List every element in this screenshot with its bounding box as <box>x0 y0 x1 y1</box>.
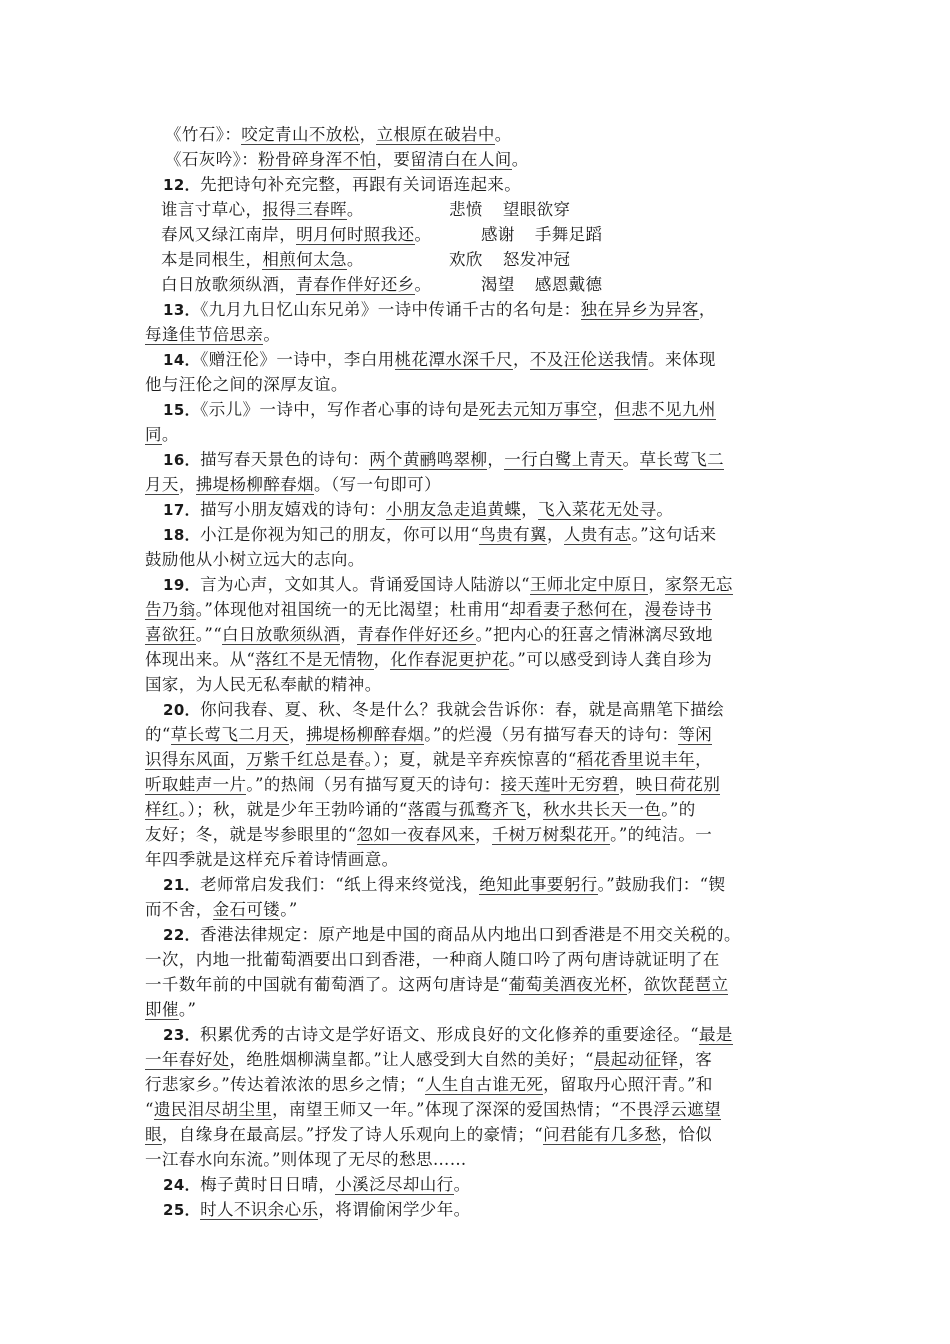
matching-word: 渴望 <box>481 275 515 294</box>
text-line <box>145 347 805 372</box>
underlined-answer: 等闲 <box>678 725 713 744</box>
matching-words <box>481 222 622 247</box>
text-segment: ， <box>373 650 391 669</box>
text-segment: ， <box>526 800 543 819</box>
text-segment: 《赠汪伦》一诗中，李白用 <box>200 350 395 369</box>
question-number: 18． <box>163 526 201 544</box>
text-line <box>145 122 805 147</box>
text-segment: ， <box>648 575 666 594</box>
text-segment: 香港法律规定：原产地是中国的商品从内地出口到香港是不用交关税的。 <box>200 925 741 944</box>
underlined-answer: 小溪泛尽却山行 <box>335 1175 454 1194</box>
text-line <box>145 447 805 472</box>
text-segment: 友好；冬，就是岑参眼里的“ <box>145 825 357 844</box>
underlined-answer: 金石可镂 <box>212 900 281 919</box>
text-segment: ，要 <box>376 150 411 169</box>
text-line <box>145 522 805 547</box>
question-number: 13． <box>163 301 201 319</box>
text-segment: ， <box>178 475 196 494</box>
text-segment: 一江春水向东流。”则体现了无尽的愁思…… <box>145 1150 467 1169</box>
underlined-answer: 鸟贵有翼 <box>479 525 547 544</box>
matching-words <box>449 247 590 272</box>
text-segment: ， <box>695 750 712 769</box>
text-segment: 。 <box>494 125 512 144</box>
underlined-answer: 一年春好处 <box>145 1050 230 1069</box>
text-line <box>145 897 805 922</box>
underlined-answer: 月天 <box>145 475 179 494</box>
text-segment: 行悲家乡。”传达着浓浓的思乡之情；“ <box>145 1075 425 1094</box>
underlined-answer: 接天莲叶无穷碧 <box>500 775 619 794</box>
matching-word: 感恩戴德 <box>534 275 603 294</box>
underlined-answer: 青春作伴好还乡 <box>357 625 476 644</box>
underlined-answer: 即催 <box>145 1000 179 1019</box>
text-line <box>145 197 805 222</box>
matching-word: 欢欣 <box>449 250 483 269</box>
text-line <box>145 747 805 772</box>
underlined-answer: 同 <box>145 425 162 444</box>
text-line <box>145 597 805 622</box>
underlined-answer: 飞入菜花无处寻 <box>538 500 657 519</box>
text-segment: 。 <box>263 325 281 344</box>
underlined-answer: 草长莺飞二月天 <box>170 725 290 744</box>
underlined-answer: 拂堤杨柳醉春烟 <box>195 475 315 494</box>
text-segment: 。”的烂漫（另有描写春天的诗句： <box>424 725 679 744</box>
text-segment: 《竹石》： <box>165 125 242 144</box>
text-line <box>145 1197 805 1222</box>
text-line <box>145 647 805 672</box>
text-line <box>145 1147 805 1172</box>
text-line <box>145 1047 805 1072</box>
text-segment: ， <box>289 725 306 744</box>
matching-word: 怒发冲冠 <box>502 250 571 269</box>
text-segment: ， <box>627 600 645 619</box>
question-number: 24． <box>163 1176 201 1194</box>
underlined-answer: 死去元知万事空 <box>479 400 598 419</box>
question-number: 14． <box>163 351 201 369</box>
text-line <box>145 322 805 347</box>
text-line <box>145 472 805 497</box>
text-segment: 。”的纯洁。一 <box>610 825 713 844</box>
underlined-answer: 眼 <box>145 1125 162 1144</box>
text-segment: 言为心声，文如其人。背诵爱国诗人陆游以“ <box>200 575 531 594</box>
text-line <box>145 972 805 997</box>
text-line <box>145 822 805 847</box>
text-segment: 。”体现他对祖国统一的无比渴望；杜甫用“ <box>195 600 510 619</box>
text-line <box>145 247 805 272</box>
text-segment: 本是同根生， <box>161 250 263 269</box>
underlined-answer: 家祭无忘 <box>665 575 733 594</box>
text-segment: ， <box>359 125 377 144</box>
underlined-answer: 万紫千红总是春 <box>246 750 365 769</box>
matching-word: 望眼欲穿 <box>502 200 571 219</box>
text-line <box>145 497 805 522</box>
text-line <box>145 922 805 947</box>
text-line <box>145 1122 805 1147</box>
text-segment: ， <box>618 775 636 794</box>
underlined-answer: 葡萄美酒夜光杯 <box>508 975 628 994</box>
text-segment: ，客 <box>678 1050 713 1069</box>
text-segment: 白日放歌须纵酒， <box>161 275 297 294</box>
text-segment: 《示儿》一诗中，写作者心事的诗句是 <box>200 400 480 419</box>
question-number: 23． <box>163 1026 201 1044</box>
text-segment: ， <box>521 500 539 519</box>
text-segment: ， <box>627 975 644 994</box>
text-segment: ，留取丹心照汗青。”和 <box>543 1075 713 1094</box>
text-segment: 描写春天景色的诗句： <box>200 450 370 469</box>
text-segment: 《石灰吟》： <box>165 150 259 169</box>
text-segment: 《九月九日忆山东兄弟》一诗中传诵千古的名句是： <box>200 300 581 319</box>
text-segment: 。 <box>622 450 640 469</box>
underlined-answer: 相煎何太急 <box>262 250 347 269</box>
text-segment: 。 <box>656 500 674 519</box>
text-segment: 。 <box>346 250 364 269</box>
text-segment: ，将谓偷闲学少年。 <box>318 1200 471 1219</box>
text-segment: 。” <box>280 900 298 919</box>
text-segment: 而不舍， <box>145 900 213 919</box>
underlined-answer: 化作春泥更护花 <box>390 650 509 669</box>
underlined-answer: 粉骨碎身浑不怕 <box>258 150 377 169</box>
underlined-answer: 不及汪伦送我情 <box>529 350 649 369</box>
text-segment: 春风又绿江南岸， <box>161 225 297 244</box>
text-line <box>145 222 805 247</box>
text-segment: 。（写一句即可） <box>314 475 441 494</box>
text-line <box>145 297 805 322</box>
text-line <box>145 697 805 722</box>
text-segment: 。” <box>178 1000 197 1019</box>
text-line <box>145 947 805 972</box>
underlined-answer: 拂堤杨柳醉春烟 <box>305 725 425 744</box>
text-segment: 。”这句话来 <box>631 525 717 544</box>
question-number: 25． <box>163 1201 201 1219</box>
text-segment: 。”可以感受到诗人龚自珍为 <box>508 650 713 669</box>
underlined-answer: 千树万树梨花开 <box>491 825 611 844</box>
text-segment: ， <box>546 525 564 544</box>
text-segment: 先把诗句补充完整，再跟有关词语连起来。 <box>200 175 522 194</box>
question-number: 21． <box>163 876 201 894</box>
text-line <box>145 1172 805 1197</box>
underlined-answer: 映日荷花别 <box>635 775 721 794</box>
text-line <box>145 1022 805 1047</box>
underlined-answer: 两个黄鹂鸣翠柳 <box>369 450 488 469</box>
text-segment: 一次，内地一批葡萄酒要出口到香港，一种商人随口吟了两句唐诗就证明了在 <box>145 950 720 969</box>
text-segment: 你问我春、夏、秋、冬是什么？我就会告诉你：春，就是高鼎笔下描绘 <box>200 700 724 719</box>
underlined-answer: 明月何时照我还 <box>296 225 415 244</box>
text-segment: 。来体现 <box>648 350 716 369</box>
text-line <box>145 547 805 572</box>
underlined-answer: 却看妻子愁何在 <box>509 600 628 619</box>
underlined-answer: 人生自古谁无死 <box>424 1075 544 1094</box>
underlined-answer: 最是 <box>699 1025 733 1044</box>
question-number: 16． <box>163 451 201 469</box>
matching-word: 感谢 <box>481 225 515 244</box>
underlined-answer: 喜欲狂 <box>145 625 196 644</box>
text-segment: 。 <box>161 425 179 444</box>
text-segment: ，恰似 <box>661 1125 713 1144</box>
underlined-answer: 样红 <box>145 800 179 819</box>
underlined-answer: 时人不识余心乐 <box>200 1200 319 1219</box>
question-number: 12． <box>163 176 201 194</box>
underlined-answer: 忽如一夜春风来 <box>356 825 475 844</box>
text-segment: 体现出来。从“ <box>145 650 256 669</box>
underlined-answer: 白日放歌须纵酒 <box>222 625 341 644</box>
matching-word: 悲愤 <box>449 200 483 219</box>
text-segment: 老师常启发我们：“纸上得来终觉浅， <box>200 875 480 894</box>
text-segment: 。 <box>346 200 364 219</box>
matching-words <box>449 197 590 222</box>
text-segment: 谁言寸草心， <box>161 200 263 219</box>
text-segment: ，南望王师又一年。”体现了深深的爱国热情；“ <box>272 1100 620 1119</box>
text-segment: 。）；秋，就是少年王勃吟诵的“ <box>178 800 408 819</box>
underlined-answer: 小朋友急走追黄蝶 <box>385 500 522 519</box>
underlined-answer: 落红不是无情物 <box>255 650 374 669</box>
underlined-answer: 独在异乡为异客 <box>580 300 699 319</box>
underlined-answer: 落霞与孤鹜齐飞 <box>407 800 527 819</box>
text-segment: 梅子黄时日日晴， <box>200 1175 336 1194</box>
underlined-answer: 绝知此事要躬行 <box>479 875 598 894</box>
question-number: 22． <box>163 926 201 944</box>
text-segment: ， <box>474 825 492 844</box>
question-number: 20． <box>163 701 201 719</box>
underlined-answer: 问君能有几多愁 <box>543 1125 662 1144</box>
underlined-answer: 漫卷诗书 <box>644 600 713 619</box>
underlined-answer: 青春作伴好还乡 <box>296 275 415 294</box>
underlined-answer: 欲饮琵琶立 <box>643 975 729 994</box>
underlined-answer: 晨起动征铎 <box>593 1050 679 1069</box>
underlined-answer: 听取蛙声一片 <box>145 775 247 794</box>
text-segment: 鼓励他从小树立远大的志向。 <box>145 550 365 569</box>
text-segment: 。）；夏，就是辛弃疾惊喜的“ <box>364 750 577 769</box>
text-segment: ，绝胜烟柳满皇都。”让人感受到大自然的美好；“ <box>229 1050 594 1069</box>
text-segment: 小江是你视为知己的朋友，你可以用“ <box>200 525 480 544</box>
underlined-answer: 人贵有志 <box>563 525 632 544</box>
underlined-answer: 稻花香里说丰年 <box>576 750 696 769</box>
text-segment: ， <box>597 400 615 419</box>
text-line <box>145 272 805 297</box>
question-number: 17． <box>163 501 201 519</box>
text-segment: ， <box>340 625 358 644</box>
underlined-answer: 每逢佳节倍思亲 <box>145 325 264 344</box>
text-segment: “ <box>145 1100 154 1119</box>
text-segment: 。 <box>414 225 432 244</box>
text-segment: 。 <box>453 1175 471 1194</box>
text-segment: 的“ <box>145 725 171 744</box>
underlined-answer: 告乃翁 <box>145 600 196 619</box>
underlined-answer: 不畏浮云遮望 <box>619 1100 721 1119</box>
text-segment: 。”鼓励我们：“锲 <box>597 875 726 894</box>
text-line <box>145 997 805 1022</box>
text-line <box>145 397 805 422</box>
text-line <box>145 797 805 822</box>
text-segment: ，自缘身在最高层。”抒发了诗人乐观向上的豪情；“ <box>161 1125 544 1144</box>
text-line <box>145 1072 805 1097</box>
underlined-answer: 草长莺飞二 <box>639 450 725 469</box>
text-line <box>145 147 805 172</box>
underlined-answer: 桃花潭水深千尺 <box>394 350 513 369</box>
text-line <box>145 1097 805 1122</box>
text-segment: 年四季就是这样充斥着诗情画意。 <box>145 850 399 869</box>
underlined-answer: 秋水共长天一色 <box>542 800 662 819</box>
text-segment: ， <box>698 300 716 319</box>
text-segment: 他与汪伦之间的深厚友谊。 <box>145 375 348 394</box>
question-number: 15． <box>163 401 201 419</box>
text-line <box>145 172 805 197</box>
text-line <box>145 772 805 797</box>
text-line <box>145 422 805 447</box>
text-segment: 。”把内心的狂喜之情淋漓尽致地 <box>475 625 713 644</box>
text-segment: 。”的 <box>661 800 696 819</box>
underlined-answer: 一行白鹭上青天 <box>504 450 623 469</box>
text-line <box>145 622 805 647</box>
underlined-answer: 立根原在破岩中 <box>376 125 495 144</box>
text-segment: 国家，为人民无私奉献的精神。 <box>145 675 382 694</box>
text-line <box>145 872 805 897</box>
underlined-answer: 留清白在人间 <box>410 150 512 169</box>
underlined-answer: 识得东风面 <box>145 750 230 769</box>
underlined-answer: 遗民泪尽胡尘里 <box>153 1100 273 1119</box>
text-line <box>145 847 805 872</box>
underlined-answer: 但悲不见九州 <box>614 400 716 419</box>
text-line <box>145 672 805 697</box>
text-segment: 描写小朋友嬉戏的诗句： <box>200 500 386 519</box>
text-segment: 。”的热闹（另有描写夏天的诗句： <box>246 775 501 794</box>
text-segment: 积累优秀的古诗文是学好语文、形成良好的文化修养的重要途径。“ <box>200 1025 700 1044</box>
underlined-answer: 王师北定中原日 <box>530 575 649 594</box>
question-number: 19． <box>163 576 201 594</box>
text-segment: 。 <box>414 275 432 294</box>
document-page <box>145 122 805 1222</box>
matching-words <box>481 272 622 297</box>
text-line <box>145 572 805 597</box>
text-segment: ， <box>487 450 505 469</box>
text-segment: 。”“ <box>195 625 223 644</box>
text-segment: 。 <box>511 150 529 169</box>
text-segment: ， <box>229 750 247 769</box>
text-segment: 一千数年前的中国就有葡萄酒了。这两句唐诗是“ <box>145 975 509 994</box>
matching-word: 手舞足蹈 <box>534 225 603 244</box>
underlined-answer: 报得三春晖 <box>262 200 347 219</box>
text-line <box>145 372 805 397</box>
text-segment: ， <box>512 350 530 369</box>
underlined-answer: 咬定青山不放松 <box>241 125 360 144</box>
text-line <box>145 722 805 747</box>
